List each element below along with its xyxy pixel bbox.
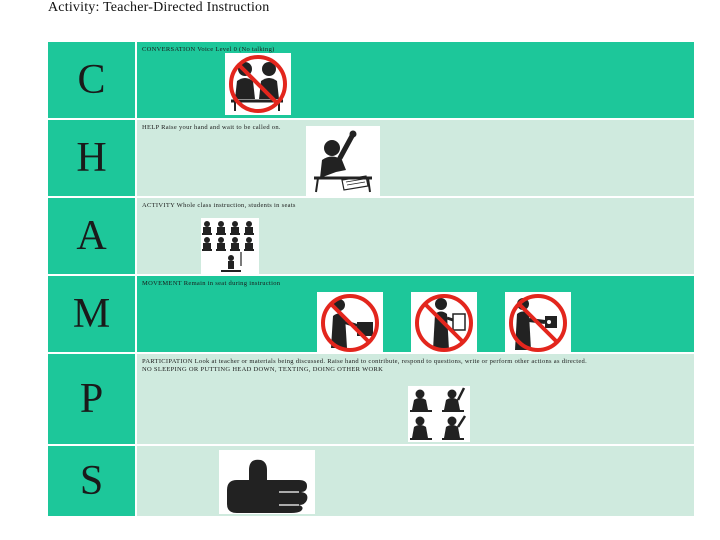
participation-label-line1: PARTICIPATION Look at teacher or materials being discussed. Raise hand to contribute, respond to questions, write or perform other actions as directed. [142,358,587,365]
activity-cell [137,198,694,274]
no-sharpening-icon [505,292,571,354]
row-conversation [48,42,694,118]
conversation-cell [137,42,694,118]
champs-table [48,42,694,516]
success-cell [137,446,694,516]
movement-label: MOVEMENT Remain in seat during instruction [142,280,281,287]
class-seating-icon [201,218,259,276]
row-success [48,446,694,516]
letter-c: C [48,42,135,118]
help-cell [137,120,694,196]
no-talking-icon [225,53,291,115]
conversation-label: CONVERSATION Voice Level 0 (No talking) [142,46,275,53]
no-getting-up-icon [411,292,477,354]
letter-s: S [48,446,135,516]
raised-hand-icon [306,126,380,196]
participation-label [142,358,587,374]
letter-p: P [48,354,135,444]
help-label: HELP Raise your hand and wait to be called on. [142,124,281,131]
row-help [48,120,694,196]
letter-h: H [48,120,135,196]
thumbs-up-icon [219,450,315,514]
letter-m: M [48,276,135,352]
row-participation [48,354,694,444]
activity-label: ACTIVITY Whole class instruction, students in seats [142,202,296,209]
no-trash-icon [317,292,383,354]
row-movement [48,276,694,352]
participation-icon [408,386,470,442]
movement-cell [137,276,694,352]
participation-cell [137,354,694,444]
letter-a: A [48,198,135,274]
page-title: Activity: Teacher-Directed Instruction [48,0,270,15]
row-activity [48,198,694,274]
participation-label-line2: NO SLEEPING OR PUTTING HEAD DOWN, TEXTING, DOING OTHER WORK [142,366,384,374]
